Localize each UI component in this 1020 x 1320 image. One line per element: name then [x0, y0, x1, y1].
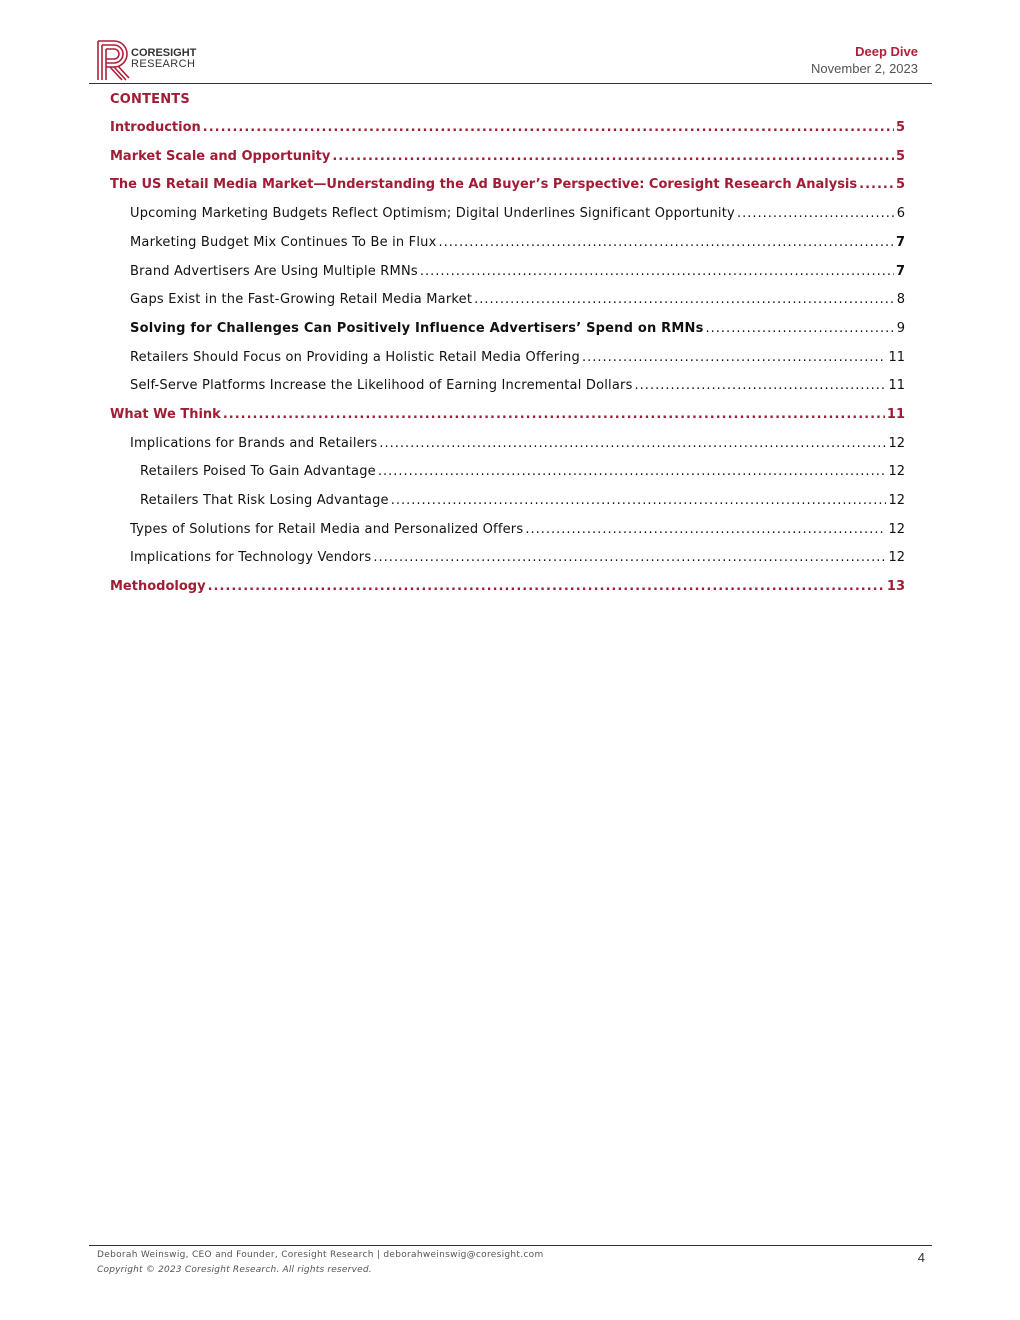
toc-entry-page: 5 — [895, 149, 905, 164]
toc-entry[interactable] — [130, 292, 905, 310]
footer-divider — [89, 1245, 932, 1246]
toc-entry-page: 11 — [888, 378, 905, 393]
toc-entry-page: 6 — [896, 206, 905, 221]
toc-leader-dots — [391, 493, 887, 508]
toc-entry[interactable] — [130, 550, 905, 568]
contents-heading: CONTENTS — [110, 92, 190, 107]
toc-entry-title: Introduction — [110, 120, 201, 135]
toc-entry-title: Implications for Brands and Retailers — [130, 436, 378, 451]
toc-leader-dots — [420, 264, 894, 279]
toc-entry-page: 5 — [895, 120, 905, 135]
toc-entry-page: 8 — [896, 292, 905, 307]
toc-entry-title: Retailers That Risk Losing Advantage — [140, 493, 389, 508]
toc-entry-title: Gaps Exist in the Fast-Growing Retail Media Market — [130, 292, 473, 307]
toc-leader-dots — [525, 522, 886, 537]
toc-entry[interactable] — [130, 206, 905, 224]
toc-leader-dots — [332, 149, 894, 164]
toc-entry[interactable] — [140, 493, 905, 511]
toc-entry-page: 13 — [886, 579, 905, 594]
toc-entry-page: 9 — [896, 321, 905, 336]
toc-entry-title: Retailers Should Focus on Providing a Holistic Retail Media Offering — [130, 350, 580, 365]
footer-author: Deborah Weinswig, CEO and Founder, Coresight Research | deborahweinswig@coresight.com — [97, 1250, 544, 1260]
toc-entry[interactable] — [110, 177, 905, 195]
logo-wordmark-top: CORESIGHT — [131, 47, 197, 59]
toc-entry-title: What We Think — [110, 407, 221, 422]
toc-entry-page: 7 — [895, 264, 905, 279]
toc-entry-title: The US Retail Media Market—Understanding the Ad Buyer’s Perspective: Coresight Research Analysis — [110, 177, 858, 192]
toc-leader-dots — [737, 206, 895, 221]
toc-leader-dots — [203, 120, 894, 135]
coresight-logo-icon — [96, 40, 130, 82]
page-number: 4 — [917, 1250, 925, 1265]
toc-entry[interactable] — [130, 321, 905, 339]
toc-entry[interactable] — [110, 120, 905, 138]
toc-entry-title: Marketing Budget Mix Continues To Be in Flux — [130, 235, 437, 250]
toc-entry-page: 11 — [886, 407, 905, 422]
toc-entry-page: 7 — [895, 235, 905, 250]
toc-entry-title: Retailers Poised To Gain Advantage — [140, 464, 376, 479]
toc-leader-dots — [582, 350, 887, 365]
toc-entry-title: Self-Serve Platforms Increase the Likelihood of Earning Incremental Dollars — [130, 378, 633, 393]
toc-entry-title: Methodology — [110, 579, 206, 594]
toc-leader-dots — [859, 177, 894, 192]
toc-entry-title: Solving for Challenges Can Positively Influence Advertisers’ Spend on RMNs — [130, 321, 704, 336]
toc-entry[interactable] — [130, 378, 905, 396]
toc-entry[interactable] — [110, 579, 905, 597]
toc-entry-title: Implications for Technology Vendors — [130, 550, 372, 565]
toc-leader-dots — [439, 235, 894, 250]
toc-entry[interactable] — [130, 350, 905, 368]
toc-leader-dots — [706, 321, 895, 336]
toc-entry-page: 12 — [888, 493, 905, 508]
toc-entry-page: 5 — [895, 177, 905, 192]
toc-entry-page: 12 — [888, 550, 905, 565]
toc-entry-page: 12 — [888, 464, 905, 479]
footer-copyright: Copyright © 2023 Coresight Research. All rights reserved. — [97, 1265, 372, 1275]
header-divider — [89, 83, 932, 84]
coresight-logo — [96, 40, 196, 82]
toc-leader-dots — [474, 292, 895, 307]
toc-entry[interactable] — [130, 436, 905, 454]
toc-entry[interactable] — [130, 264, 905, 282]
toc-entry-title: Types of Solutions for Retail Media and Personalized Offers — [130, 522, 524, 537]
toc-leader-dots — [635, 378, 887, 393]
toc-leader-dots — [208, 579, 885, 594]
toc-entry-title: Market Scale and Opportunity — [110, 149, 331, 164]
toc-entry[interactable] — [130, 235, 905, 253]
toc-leader-dots — [378, 464, 887, 479]
report-date: November 2, 2023 — [811, 61, 918, 76]
toc-leader-dots — [223, 407, 885, 422]
toc-entry-page: 11 — [888, 350, 905, 365]
toc-leader-dots — [379, 436, 886, 451]
toc-entry-title: Brand Advertisers Are Using Multiple RMNs — [130, 264, 418, 279]
toc-leader-dots — [373, 550, 886, 565]
toc-entry-title: Upcoming Marketing Budgets Reflect Optimism; Digital Underlines Significant Opportunity — [130, 206, 735, 221]
toc-entry-page: 12 — [888, 522, 905, 537]
toc-entry[interactable] — [110, 149, 905, 167]
report-type: Deep Dive — [855, 44, 918, 59]
toc-entry[interactable] — [130, 522, 905, 540]
logo-wordmark-bottom: RESEARCH — [131, 58, 196, 70]
toc-entry[interactable] — [110, 407, 905, 425]
toc-entry-page: 12 — [888, 436, 905, 451]
toc-entry[interactable] — [140, 464, 905, 482]
